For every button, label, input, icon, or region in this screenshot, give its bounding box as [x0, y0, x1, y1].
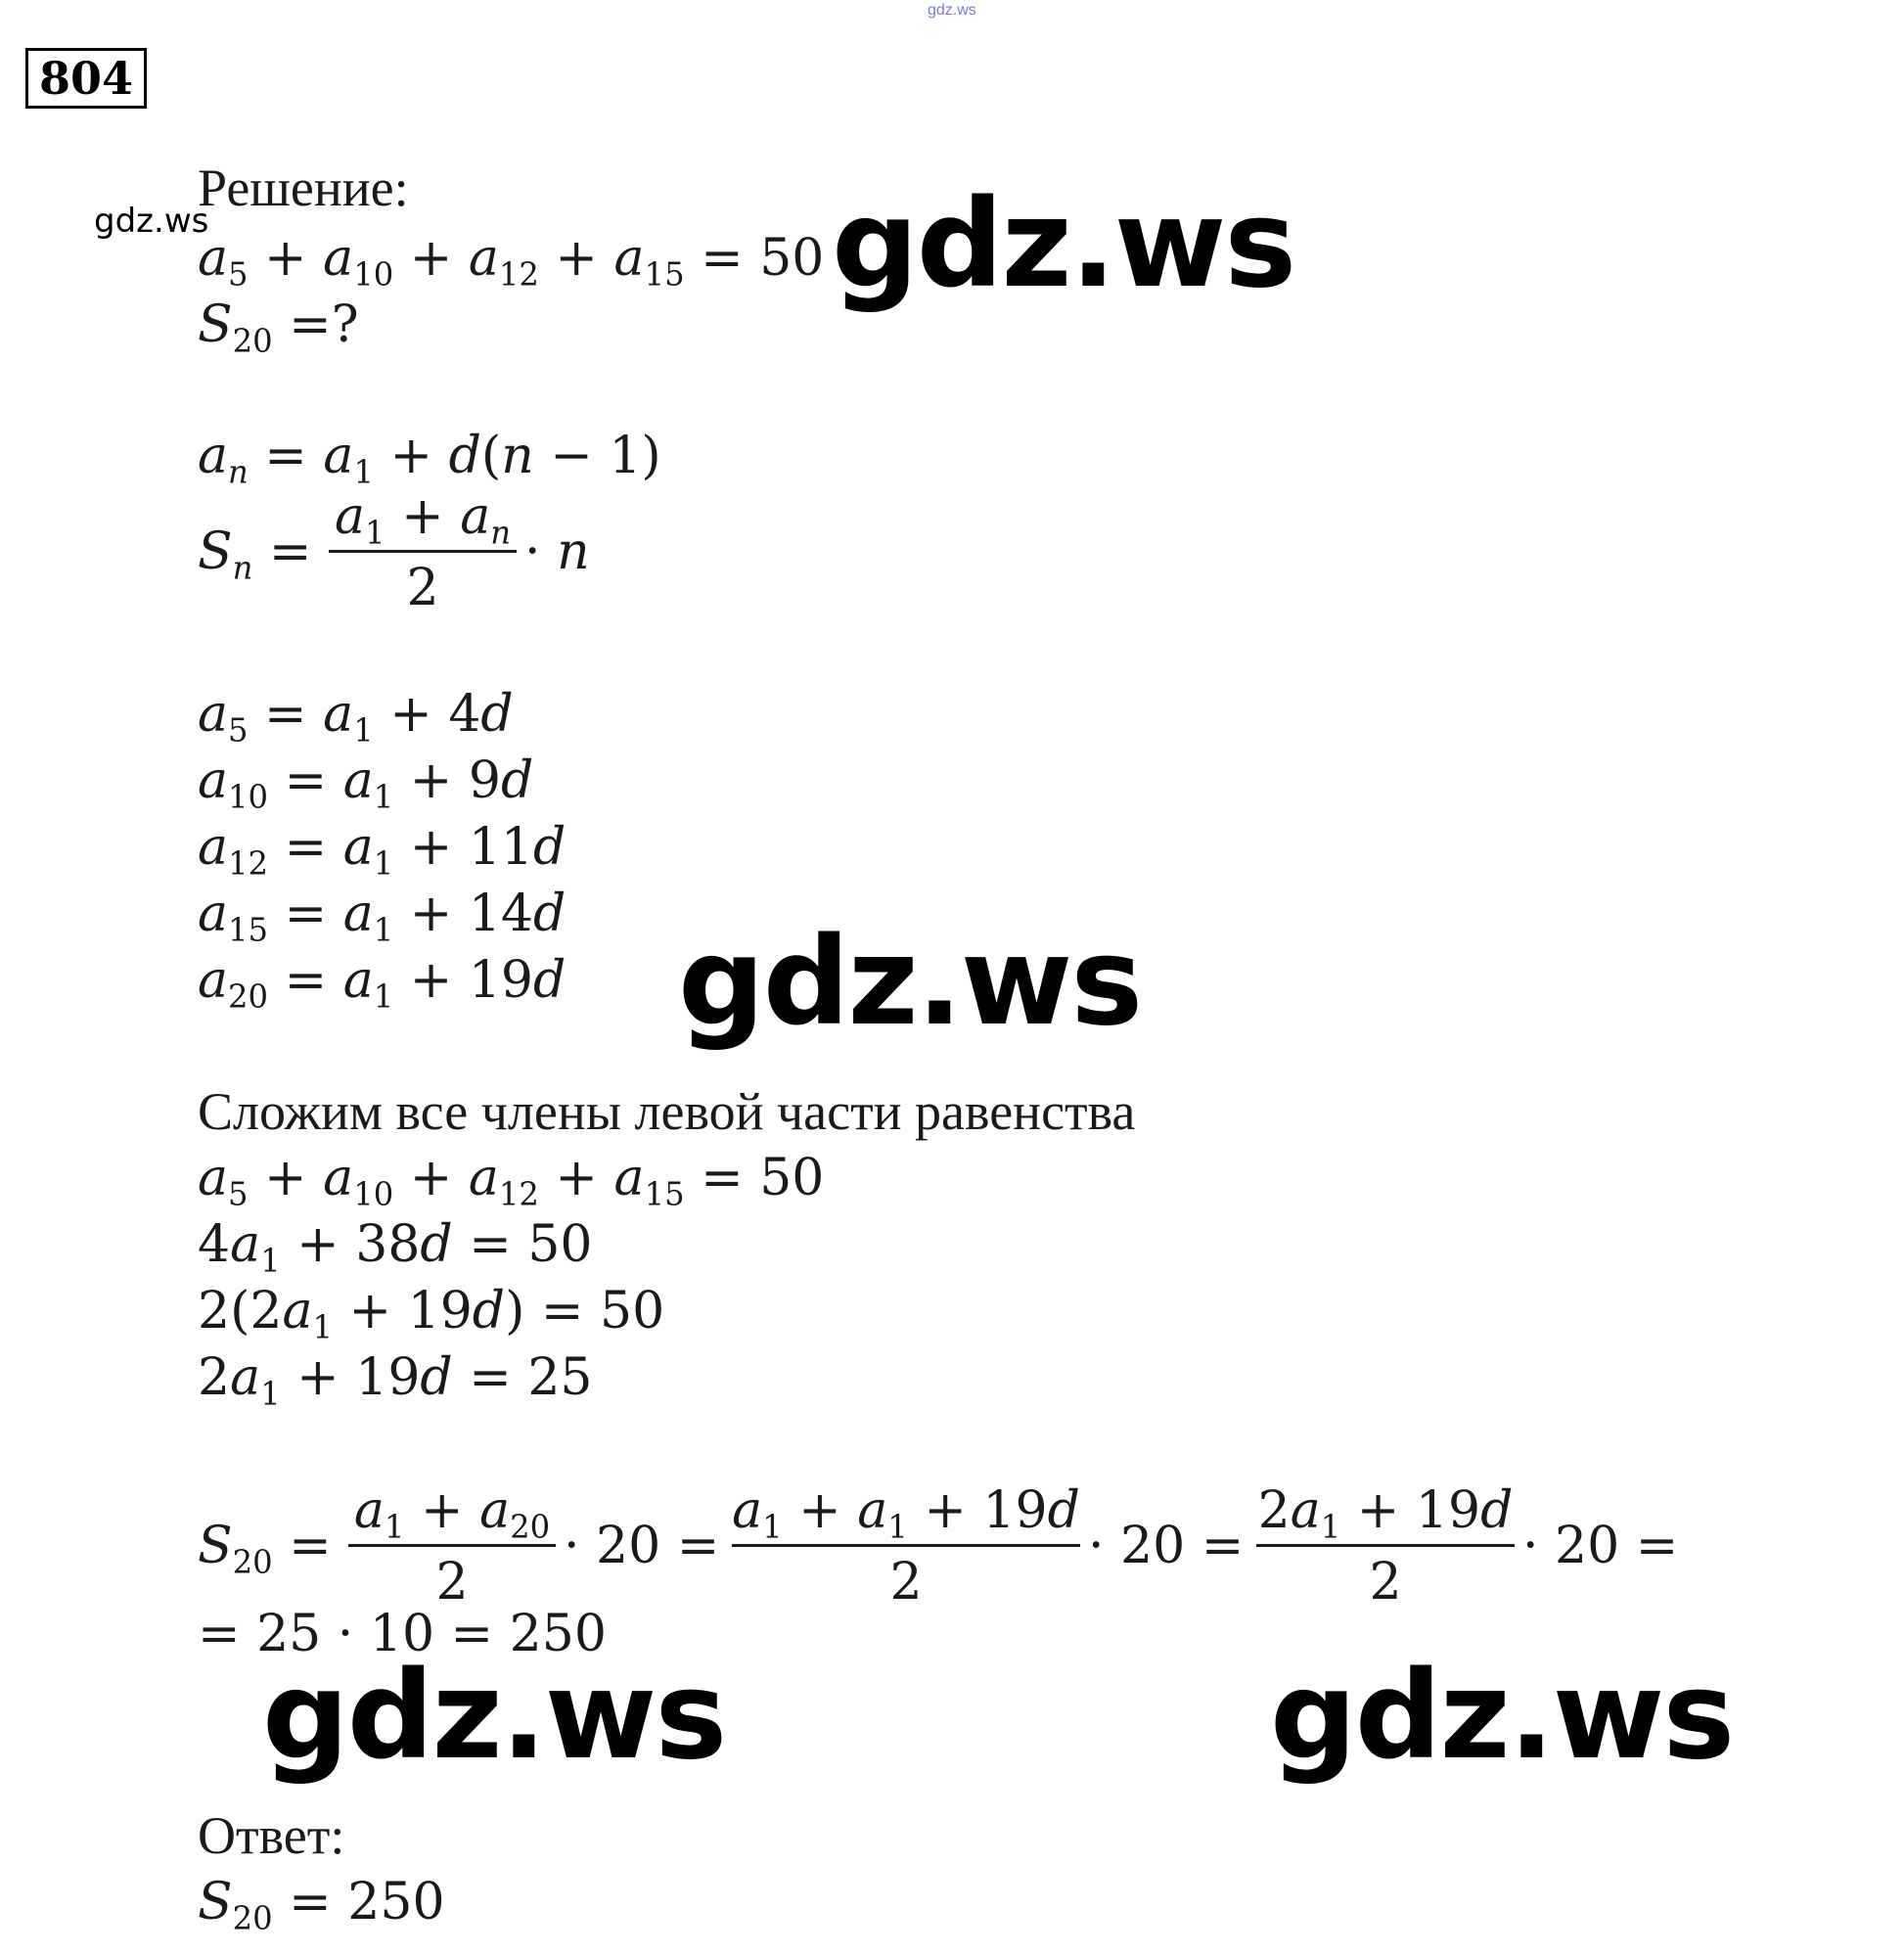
term-a20: $a_{20} = a_1 + 19d$ [198, 951, 567, 1016]
sum-formula-fraction: $a_1 + a_n$ 2 [329, 487, 517, 617]
watermark-small: gdz.ws [94, 202, 209, 241]
term-a15: $a_{15} = a_1 + 14d$ [198, 885, 567, 949]
step-4: $2a_1 + 19d = 25$ [198, 1348, 593, 1413]
watermark-top: gdz.ws [832, 174, 1295, 315]
sum-formula-left: $S_n$ = [198, 523, 312, 587]
final-s20-left: $S_{20}$ = [198, 1517, 332, 1581]
given-equation: $a_5 + a_{10} + a_{12} + a_{15} = 50$ [198, 229, 825, 294]
final-result-line: = 25 · 10 = 250 [198, 1605, 607, 1663]
solution-heading: Решение: [198, 159, 409, 217]
step-2: $4a_1 + 38d = 50$ [198, 1215, 593, 1280]
final-fraction-1: $a_1 + a_{20}$ 2 [348, 1481, 556, 1612]
step-1: $a_5 + a_{10} + a_{12} + a_{15} = 50$ [198, 1149, 825, 1213]
find-line: $S_{20}$ =? [198, 295, 359, 360]
term-a5: $a_5 = a_1 + 4d$ [198, 685, 514, 750]
nth-term-formula: $a_n = a_1 + d(n - 1)$ [198, 427, 661, 491]
term-a10: $a_{10} = a_1 + 9d$ [198, 751, 534, 816]
final-fraction-3: $2a_1 + 19d$ 2 [1257, 1481, 1514, 1612]
answer-heading: Ответ: [198, 1806, 345, 1865]
step-text: Сложим все члены левой части равенства [198, 1082, 1136, 1141]
final-mult-1: · 20 = [564, 1517, 720, 1575]
watermark-bottom-right: gdz.ws [1270, 1646, 1734, 1787]
watermark-middle: gdz.ws [678, 912, 1142, 1053]
problem-number: 804 [25, 48, 147, 109]
term-a12: $a_{12} = a_1 + 11d$ [198, 818, 567, 883]
final-mult-2: · 20 = [1088, 1517, 1245, 1575]
source-link[interactable]: gdz.ws [928, 2, 976, 19]
sum-formula-right: · n [524, 523, 590, 581]
step-3: $2(2a_1 + 19d) = 50$ [198, 1282, 665, 1346]
final-mult-3: · 20 = [1522, 1517, 1679, 1575]
watermark-bottom-left: gdz.ws [262, 1646, 726, 1787]
answer-value: $S_{20} = 250$ [198, 1873, 445, 1937]
final-fraction-2: $a_1 + a_1 + 19d$ 2 [732, 1481, 1080, 1612]
